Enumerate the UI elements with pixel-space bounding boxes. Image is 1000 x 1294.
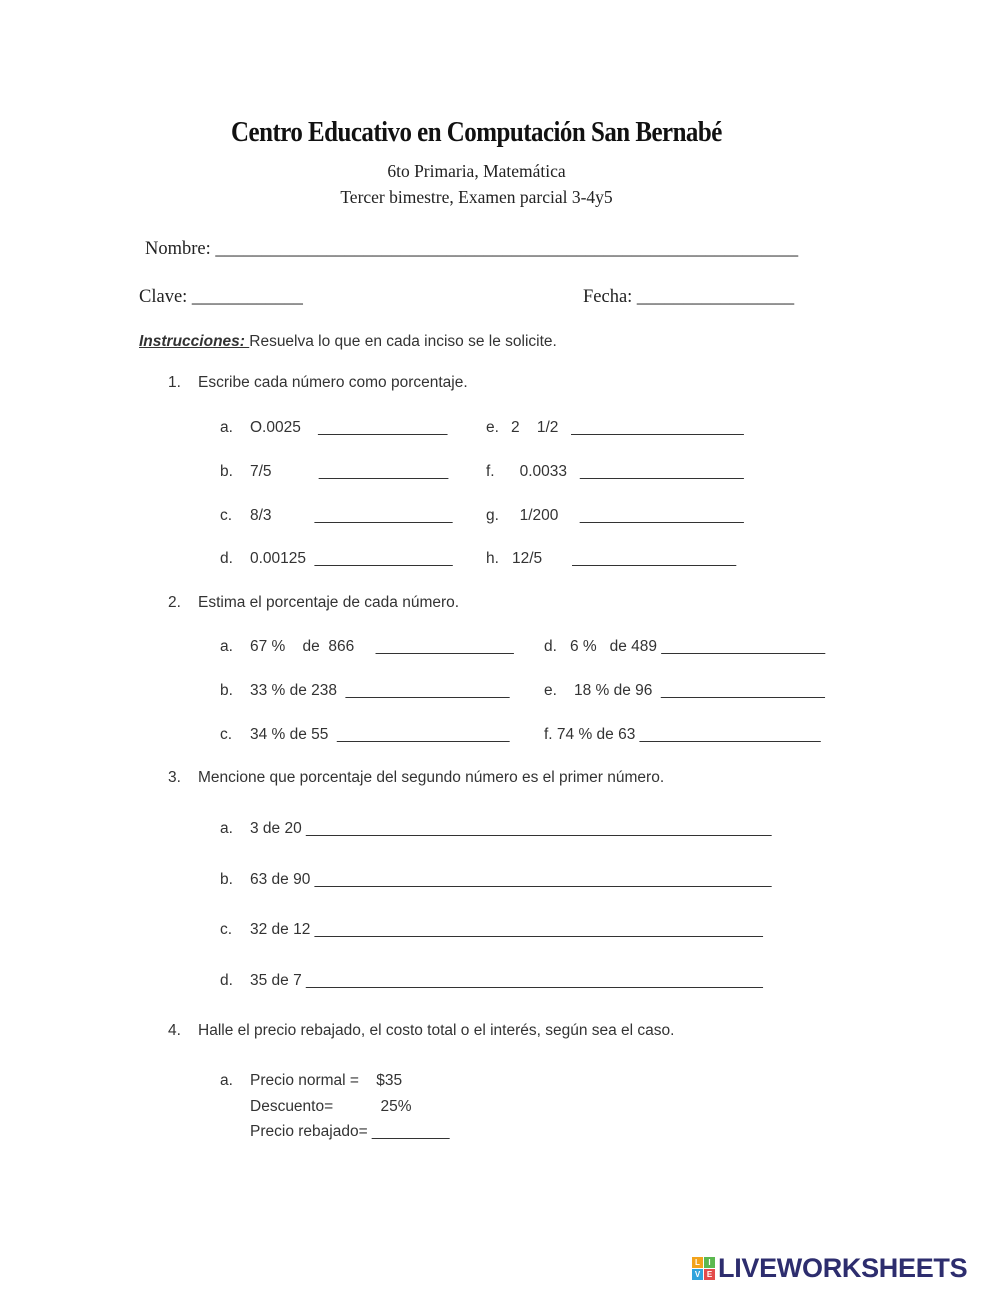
fecha-field[interactable]: Fecha: _________________	[583, 287, 795, 307]
q1-text: Escribe cada número como porcentaje.	[198, 374, 468, 391]
q1-c-answer[interactable]: 8/3 ________________	[250, 507, 453, 524]
q1-g-answer[interactable]: 1/200 ___________________	[511, 507, 744, 524]
q1-d-answer[interactable]: 0.00125 ________________	[250, 550, 453, 567]
exam-subtitle: Tercer bimestre, Examen parcial 3-4y5	[340, 187, 613, 207]
name-field[interactable]: Nombre: _______________________________________________________________	[145, 239, 799, 259]
q1-g-letter: g.	[486, 507, 499, 524]
q3-a-answer[interactable]: 3 de 20 ______________________________________________________	[250, 820, 772, 837]
q1-h-answer[interactable]: 12/5 ___________________	[512, 550, 737, 567]
q3-text: Mencione que porcentaje del segundo número es el primer número.	[198, 769, 665, 786]
liveworksheets-wordmark: LIVEWORKSHEETS	[718, 1253, 968, 1283]
q1-h-letter: h.	[486, 550, 499, 567]
q1-e-letter: e.	[486, 419, 499, 436]
q4-number: 4.	[168, 1022, 181, 1039]
q4-a-precio-normal: Precio normal = $35	[250, 1072, 403, 1089]
q2-d-letter: d.	[544, 638, 557, 655]
q4-a-letter: a.	[220, 1072, 233, 1089]
liveworksheets-mark-icon	[692, 1257, 715, 1280]
q2-number: 2.	[168, 594, 181, 611]
q2-c-letter: c.	[220, 726, 233, 743]
q1-b-letter: b.	[220, 463, 233, 480]
q1-a-letter: a.	[220, 419, 233, 436]
mark-letter-v: V	[692, 1269, 703, 1280]
q1-f-letter: f.	[486, 463, 495, 480]
q3-a-letter: a.	[220, 820, 233, 837]
q2-a-answer[interactable]: 67 % de 866 ________________	[250, 638, 514, 655]
q3-d-answer[interactable]: 35 de 7 _____________________________________________________	[250, 972, 763, 989]
q1-e-answer[interactable]: 2 1/2 ____________________	[511, 419, 744, 436]
q1-f-answer[interactable]: 0.0033 ___________________	[511, 463, 744, 480]
q3-c-letter: c.	[220, 921, 233, 938]
q2-b-answer[interactable]: 33 % de 238 ___________________	[250, 682, 510, 699]
q3-c-answer[interactable]: 32 de 12 ____________________________________________________	[250, 921, 763, 938]
q2-f-answer[interactable]: f. 74 % de 63 _____________________	[544, 726, 821, 743]
q3-b-letter: b.	[220, 871, 233, 888]
school-title: Centro Educativo en Computación San Bernabé	[231, 116, 722, 148]
q2-c-answer[interactable]: 34 % de 55 ____________________	[250, 726, 510, 743]
q1-number: 1.	[168, 374, 181, 391]
q3-d-letter: d.	[220, 972, 233, 989]
mark-letter-i: I	[704, 1257, 715, 1268]
liveworksheets-logo	[692, 1253, 967, 1284]
q1-c-letter: c.	[220, 507, 233, 524]
q2-e-letter: e.	[544, 682, 557, 699]
q4-text: Halle el precio rebajado, el costo total o el interés, según sea el caso.	[198, 1022, 675, 1039]
q4-a-precio-rebajado[interactable]: Precio rebajado= _________	[250, 1123, 450, 1140]
q2-d-answer[interactable]: 6 % de 489 ___________________	[570, 638, 826, 655]
instructions	[139, 333, 557, 351]
q1-d-letter: d.	[220, 550, 233, 567]
mark-letter-e: E	[704, 1269, 715, 1280]
q3-b-answer[interactable]: 63 de 90 _____________________________________________________	[250, 871, 772, 888]
q2-e-answer[interactable]: 18 % de 96 ___________________	[574, 682, 825, 699]
instructions-text: Resuelva lo que en cada inciso se le solicite.	[249, 333, 557, 350]
q2-a-letter: a.	[220, 638, 233, 655]
q2-text: Estima el porcentaje de cada número.	[198, 594, 460, 611]
mark-letter-l: L	[692, 1257, 703, 1268]
q1-b-answer[interactable]: 7/5 _______________	[250, 463, 449, 480]
q1-a-answer[interactable]: O.0025 _______________	[250, 419, 448, 436]
course-subtitle: 6to Primaria, Matemática	[387, 161, 566, 181]
instructions-label: Instrucciones:	[139, 333, 250, 350]
clave-field[interactable]: Clave: ____________	[139, 287, 303, 307]
q2-b-letter: b.	[220, 682, 233, 699]
q4-a-descuento: Descuento= 25%	[250, 1098, 412, 1115]
q3-number: 3.	[168, 769, 181, 786]
